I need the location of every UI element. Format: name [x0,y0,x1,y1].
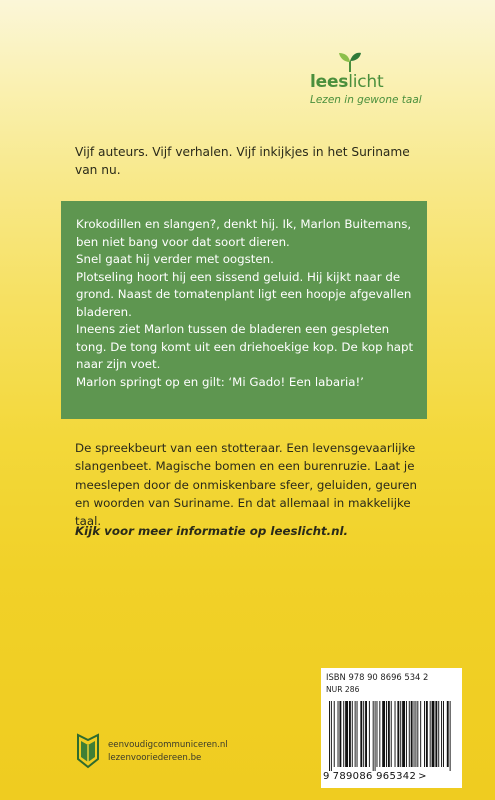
barcode-bar [426,701,428,767]
barcode-bar [355,701,356,767]
logo-word-thin: licht [348,72,384,92]
barcode-bar [430,701,431,767]
barcode-bar [386,701,387,767]
barcode-bar [352,701,353,767]
blurb-text: De spreekbeurt van een stotteraar. Een levensgevaarlijke slangenbeet. Magische bomen en een burenruzie. Laat je meeslepen door de onmiskenbare sfeer, geluiden, geuren en woorden van Suriname. En dat allemaal in makkelijke taal. [75,441,417,529]
barcode-bar [382,701,385,767]
logo-word-bold: lees [310,72,349,92]
barcode-bar [406,701,407,767]
isbn-number: ISBN 978 90 8696 534 2 [326,672,429,682]
barcode-bar [331,701,332,771]
barcode-bar [373,701,374,771]
barcode-bar [391,701,392,767]
barcode-bar [420,701,421,767]
barcode-digits [323,771,427,782]
excerpt-paragraph: Marlon springt op en gilt: ‘Mi Gado! Een labaria!’ [76,374,364,389]
barcode-panel [321,668,462,788]
barcode-bar [409,701,410,767]
barcode-digit-first: 9 [323,771,330,782]
more-info-text: Kijk voor meer informatie op leeslicht.nl. [75,524,349,538]
barcode-bar [402,701,405,767]
barcode-bar [441,701,442,767]
excerpt-paragraph: Plotseling hoort hij een sissend geluid. Hij kijkt naar de grond. Naast de tomatenplant ligt een hoopje afgevallen bladeren. [76,269,412,319]
barcode-bar [377,701,378,767]
publisher-url-1: eenvoudigcommuniceren.nl [108,740,228,750]
barcode-bar [414,701,415,767]
barcode-bar [415,701,416,767]
barcode-bar [417,701,418,767]
publisher-url-2: lezenvooriedereen.be [108,753,202,763]
barcode-bar [411,701,413,767]
barcode-bar [379,701,380,767]
barcode-bar [339,701,341,767]
barcode-arrow: > [418,771,427,782]
book-shield-icon [77,731,99,769]
barcode-bar [397,701,399,767]
barcode-bar [329,701,330,771]
barcode-bar [400,701,401,767]
barcode-bar [357,701,358,767]
barcode-bar [375,701,376,771]
barcode-bar [365,701,367,767]
barcode-image [329,701,451,771]
barcode-digit-group-1: 789086 [332,771,373,782]
barcode-bar [450,701,451,771]
excerpt-paragraph: Snel gaat hij verder met oogsten. [76,252,274,266]
nur-code: NUR 286 [326,685,360,694]
barcode-bar [447,701,449,767]
barcode-bar [438,701,439,767]
barcode-bar [395,701,396,767]
excerpt-box [61,201,427,419]
barcode-bar [360,701,362,767]
barcode-bar [432,701,435,767]
barcode-digit-group-2: 965342 [376,771,417,782]
barcode-bar [369,701,370,767]
leaf-sprout-icon [338,52,362,72]
barcode-bar [435,701,437,767]
excerpt-paragraph: Ineens ziet Marlon tussen de bladeren een gespleten tong. De tong komt uit een driehoekige kop. De kop hapt naar zijn voet. [76,322,414,371]
barcode-bar [334,701,335,767]
logo-wordmark [310,72,383,92]
barcode-bar [338,701,339,767]
barcode-bar [345,701,348,767]
excerpt-paragraph: Krokodillen en slangen?, denkt hij. Ik, Marlon Buitemans, ben niet bang voor dat soort dieren. [76,217,412,249]
barcode-bar [343,701,344,767]
barcode-bar [388,701,390,767]
logo-tagline: Lezen in gewone taal [310,94,422,106]
intro-text: Vijf auteurs. Vijf verhalen. Vijf inkijkjes in het Suriname van nu. [75,145,410,177]
barcode-bar [349,701,351,767]
barcode-bar [424,701,425,767]
barcode-bar [363,701,364,767]
barcode-bar [443,701,444,767]
